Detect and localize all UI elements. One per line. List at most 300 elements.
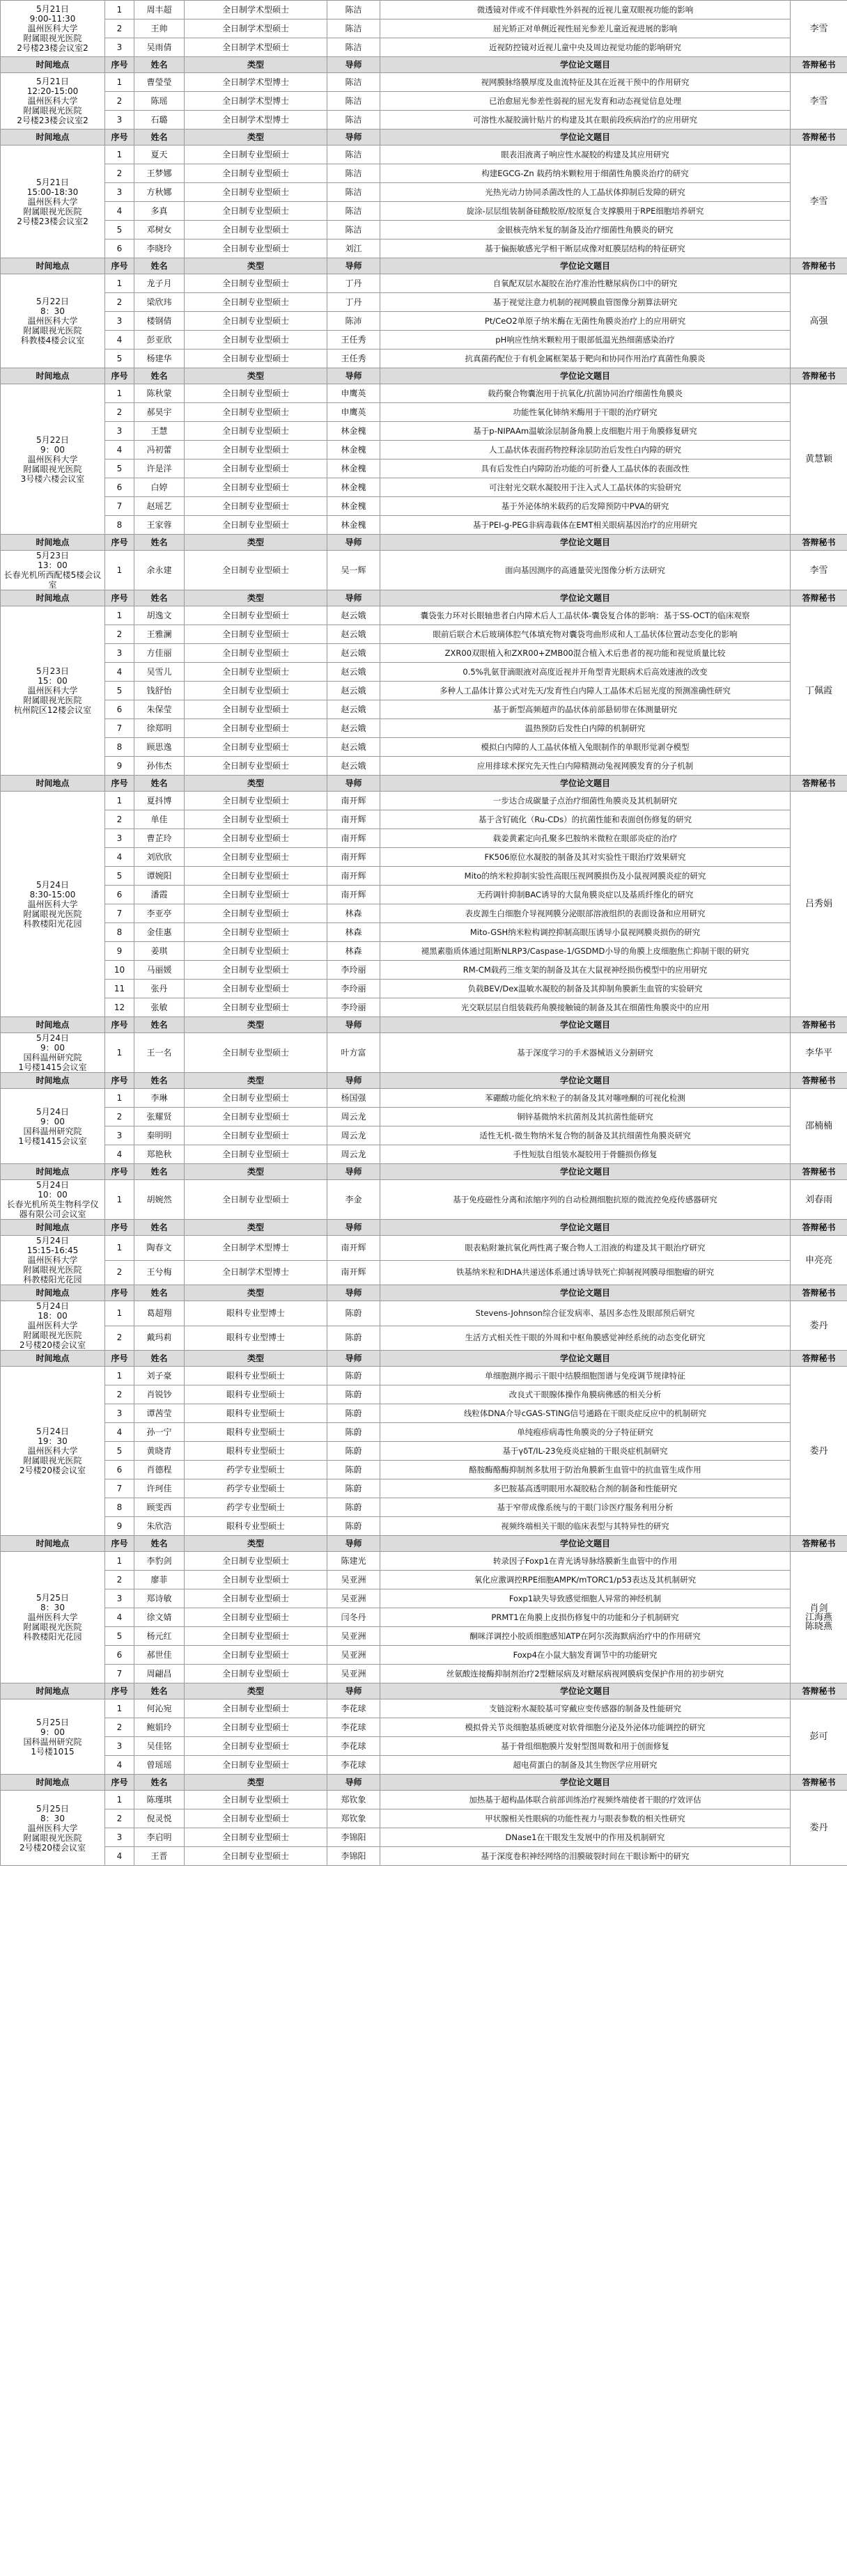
supervisor-name: 李花球	[327, 1756, 380, 1775]
thesis-title: FK506原位水凝胶的制备及其对实验性干眼治疗效果研究	[380, 848, 791, 867]
degree-type: 全日制专业型硕士	[185, 164, 327, 183]
supervisor-name: 赵云娥	[327, 644, 380, 663]
supervisor-name: 丁丹	[327, 293, 380, 312]
header-supervisor: 导师	[327, 129, 380, 146]
table-row	[1, 1517, 847, 1536]
thesis-title: 无药调针抑制BAC诱导的大鼠角膜炎症以及基质纤维化的研究	[380, 886, 791, 904]
supervisor-name: 林森	[327, 923, 380, 942]
supervisor-name: 陈蔚	[327, 1517, 380, 1536]
table-header-row	[1, 368, 847, 384]
student-name: 邓树女	[134, 221, 185, 239]
student-name: 余永建	[134, 551, 185, 590]
header-type: 类型	[185, 57, 327, 73]
header-name: 姓名	[134, 1164, 185, 1180]
table-row	[1, 478, 847, 497]
student-name: 杨建华	[134, 350, 185, 368]
header-supervisor: 导师	[327, 1017, 380, 1033]
header-title: 学位论文题目	[380, 1220, 791, 1236]
row-number: 7	[105, 904, 134, 923]
degree-type: 全日制专业型硕士	[185, 1552, 327, 1571]
row-number: 4	[105, 441, 134, 460]
thesis-title: 基于PEI-g-PEG非病毒载体在EMT相关眼病基因治疗的应用研究	[380, 516, 791, 535]
supervisor-name: 李花球	[327, 1737, 380, 1756]
defense-secretary: 李雪	[791, 1, 847, 57]
thesis-title: 模拟骨关节炎细胞基质硬度对软骨细胞分泌及外泌体功能调控的研究	[380, 1718, 791, 1737]
table-header-row	[1, 776, 847, 792]
row-number: 8	[105, 923, 134, 942]
thesis-title: 苯硼酸功能化纳米粒子的制备及其对噻唑酮的可视化检测	[380, 1089, 791, 1108]
student-name: 胡婉然	[134, 1180, 185, 1220]
header-secretary: 答辩秘书	[791, 590, 847, 606]
thesis-title: 已治愈屈光参差性弱视的屈光发育和动态视觉信息处理	[380, 92, 791, 111]
table-row	[1, 312, 847, 331]
header-secretary: 答辩秘书	[791, 1073, 847, 1089]
thesis-title: 视网膜脉络膜厚度及血流特征及其在近视干预中的作用研究	[380, 73, 791, 92]
supervisor-name: 南开辉	[327, 1236, 380, 1261]
degree-type: 全日制学术型硕士	[185, 1, 327, 19]
supervisor-name: 吴亚洲	[327, 1589, 380, 1608]
header-title: 学位论文题目	[380, 1351, 791, 1367]
header-time-location: 时间地点	[1, 368, 105, 384]
thesis-title: 生活方式相关性干眼的外周和中枢角膜感觉神经系统的动态变化研究	[380, 1326, 791, 1351]
row-number: 2	[105, 625, 134, 644]
supervisor-name: 吴亚洲	[327, 1627, 380, 1646]
degree-type: 全日制专业型硕士	[185, 961, 327, 980]
row-number: 1	[105, 1367, 134, 1385]
row-number: 7	[105, 1665, 134, 1683]
row-number: 1	[105, 1236, 134, 1261]
table-row	[1, 848, 847, 867]
degree-type: 全日制学术型博士	[185, 1236, 327, 1261]
row-number: 1	[105, 1, 134, 19]
thesis-title: 光交联层层自组装载药角膜接触镜的制备及其在细菌性角膜炎中的应用	[380, 998, 791, 1017]
table-row	[1, 810, 847, 829]
supervisor-name: 吴一辉	[327, 551, 380, 590]
student-name: 曾瑶瑶	[134, 1756, 185, 1775]
header-no: 序号	[105, 1164, 134, 1180]
session-time-location: 5月21日 12:20-15:00 温州医科大学 附属眼视光医院 2号楼23楼会议室2	[1, 73, 105, 129]
header-time-location: 时间地点	[1, 1017, 105, 1033]
header-supervisor: 导师	[327, 590, 380, 606]
supervisor-name: 周云龙	[327, 1145, 380, 1164]
supervisor-name: 陈蔚	[327, 1404, 380, 1423]
thesis-title: 载姜黄素定向孔聚多巴胺纳米微粒在眼部炎症的治疗	[380, 829, 791, 848]
supervisor-name: 南开辉	[327, 829, 380, 848]
header-name: 姓名	[134, 1351, 185, 1367]
thesis-title: pH响应性纳米颗粒用于眼部低温光热细菌感染治疗	[380, 331, 791, 350]
header-title: 学位论文题目	[380, 1775, 791, 1791]
thesis-title: 褪黑素脂质体通过阻断NLRP3/Caspase-1/GSDMD小导的角膜上皮细胞焦亡抑制干眼的研究	[380, 942, 791, 961]
row-number: 3	[105, 183, 134, 202]
table-row	[1, 92, 847, 111]
header-secretary: 答辩秘书	[791, 368, 847, 384]
table-row	[1, 1423, 847, 1442]
supervisor-name: 赵云娥	[327, 700, 380, 719]
supervisor-name: 陈沛	[327, 312, 380, 331]
degree-type: 全日制专业型硕士	[185, 1737, 327, 1756]
row-number: 4	[105, 331, 134, 350]
header-time-location: 时间地点	[1, 1073, 105, 1089]
header-name: 姓名	[134, 590, 185, 606]
row-number: 1	[105, 384, 134, 403]
table-row	[1, 146, 847, 164]
degree-type: 全日制专业型硕士	[185, 274, 327, 293]
row-number: 4	[105, 1608, 134, 1627]
student-name: 鲍娟玲	[134, 1718, 185, 1737]
table-header-row	[1, 57, 847, 73]
supervisor-name: 林森	[327, 904, 380, 923]
table-row	[1, 202, 847, 221]
row-number: 3	[105, 829, 134, 848]
header-supervisor: 导师	[327, 368, 380, 384]
header-name: 姓名	[134, 1536, 185, 1552]
table-row	[1, 111, 847, 129]
thesis-title: Mito的纳米粒抑制实验性高眼压视网膜损伤及小鼠视网膜炎症的研究	[380, 867, 791, 886]
degree-type: 全日制专业型硕士	[185, 625, 327, 644]
student-name: 王梦娜	[134, 164, 185, 183]
session-time-location: 5月24日 18：00 温州医科大学 附属眼视光医院 2号楼20楼会议室	[1, 1301, 105, 1351]
supervisor-name: 陈建光	[327, 1552, 380, 1571]
header-title: 学位论文题目	[380, 1164, 791, 1180]
thesis-title: 酪胺酶酪酶抑制剂多肽用于防治角膜新生血管中的抗血管生成作用	[380, 1461, 791, 1479]
thesis-title: 基于含钌硫化（Ru-CDs）的抗菌性能和表面创伤修复的研究	[380, 810, 791, 829]
student-name: 张敏	[134, 998, 185, 1017]
student-name: 金佳惠	[134, 923, 185, 942]
row-number: 10	[105, 961, 134, 980]
student-name: 何沁宛	[134, 1699, 185, 1718]
thesis-title: 线粒体DNA介导cGAS-STING信号通路在干眼炎症反应中的机制研究	[380, 1404, 791, 1423]
degree-type: 眼科专业型博士	[185, 1326, 327, 1351]
table-row	[1, 497, 847, 516]
supervisor-name: 陈洁	[327, 202, 380, 221]
table-row	[1, 164, 847, 183]
header-title: 学位论文题目	[380, 129, 791, 146]
header-no: 序号	[105, 1220, 134, 1236]
row-number: 2	[105, 293, 134, 312]
student-name: 肖德程	[134, 1461, 185, 1479]
row-number: 3	[105, 1404, 134, 1423]
degree-type: 全日制专业型硕士	[185, 1589, 327, 1608]
header-type: 类型	[185, 129, 327, 146]
degree-type: 全日制专业型硕士	[185, 829, 327, 848]
thesis-title: 单细胞测序揭示干眼中结膜细胞图谱与免疫调节规律特征	[380, 1367, 791, 1385]
table-row	[1, 1552, 847, 1571]
degree-type: 全日制专业型硕士	[185, 239, 327, 258]
header-supervisor: 导师	[327, 535, 380, 551]
header-secretary: 答辩秘书	[791, 129, 847, 146]
header-supervisor: 导师	[327, 1285, 380, 1301]
row-number: 1	[105, 1699, 134, 1718]
table-row	[1, 1089, 847, 1108]
student-name: 王一名	[134, 1033, 185, 1073]
student-name: 顾雯西	[134, 1498, 185, 1517]
header-supervisor: 导师	[327, 1775, 380, 1791]
supervisor-name: 杨国强	[327, 1089, 380, 1108]
degree-type: 全日制学术型硕士	[185, 38, 327, 57]
student-name: 许是洋	[134, 460, 185, 478]
defense-secretary: 李雪	[791, 73, 847, 129]
student-name: 方佳丽	[134, 644, 185, 663]
thesis-title: 支链淀粉水凝胶基可穿戴应变传感器的制备及性能研究	[380, 1699, 791, 1718]
row-number: 6	[105, 478, 134, 497]
row-number: 1	[105, 73, 134, 92]
supervisor-name: 林金槐	[327, 516, 380, 535]
header-time-location: 时间地点	[1, 1351, 105, 1367]
degree-type: 眼科专业型硕士	[185, 1404, 327, 1423]
degree-type: 全日制专业型硕士	[185, 384, 327, 403]
supervisor-name: 林金槐	[327, 422, 380, 441]
thesis-title: 手性短肽自组装水凝胶用于骨髓损伤修复	[380, 1145, 791, 1164]
degree-type: 全日制专业型硕士	[185, 1126, 327, 1145]
student-name: 楼钢倩	[134, 312, 185, 331]
row-number: 2	[105, 1108, 134, 1126]
row-number: 2	[105, 164, 134, 183]
degree-type: 全日制专业型硕士	[185, 1791, 327, 1809]
table-header-row	[1, 535, 847, 551]
supervisor-name: 赵云娥	[327, 682, 380, 700]
student-name: 方秋娜	[134, 183, 185, 202]
student-name: 张耀贤	[134, 1108, 185, 1126]
student-name: 夏天	[134, 146, 185, 164]
degree-type: 全日制专业型硕士	[185, 1089, 327, 1108]
header-no: 序号	[105, 1285, 134, 1301]
row-number: 8	[105, 1498, 134, 1517]
header-name: 姓名	[134, 776, 185, 792]
student-name: 彭亚欣	[134, 331, 185, 350]
degree-type: 全日制专业型硕士	[185, 1828, 327, 1847]
table-row	[1, 1828, 847, 1847]
table-row	[1, 998, 847, 1017]
supervisor-name: 赵云娥	[327, 719, 380, 738]
table-row	[1, 1236, 847, 1261]
thesis-title: 基于新型高频超声的晶状体前部悬韧带在体测量研究	[380, 700, 791, 719]
degree-type: 全日制专业型硕士	[185, 700, 327, 719]
student-name: 白婷	[134, 478, 185, 497]
table-row	[1, 886, 847, 904]
student-name: 胡逸文	[134, 606, 185, 625]
table-row	[1, 1461, 847, 1479]
thesis-title: Pt/CeO2单原子纳米酶在无菌性角膜炎治疗上的应用研究	[380, 312, 791, 331]
supervisor-name: 李玲丽	[327, 980, 380, 998]
table-row	[1, 700, 847, 719]
thesis-title: Mito-GSH纳米粒构调控抑制高眼压诱导小鼠视网膜炎损伤的研究	[380, 923, 791, 942]
degree-type: 全日制专业型硕士	[185, 810, 327, 829]
row-number: 6	[105, 886, 134, 904]
degree-type: 全日制专业型硕士	[185, 904, 327, 923]
thesis-title: 基于外泌体纳米载药的后发障预防中PVA的研究	[380, 497, 791, 516]
degree-type: 全日制学术型硕士	[185, 19, 327, 38]
table-header-row	[1, 1285, 847, 1301]
header-type: 类型	[185, 590, 327, 606]
student-name: 马丽媛	[134, 961, 185, 980]
degree-type: 全日制专业型硕士	[185, 146, 327, 164]
header-name: 姓名	[134, 1220, 185, 1236]
session-time-location: 5月25日 9：00 国科温州研究院 1号楼1015	[1, 1699, 105, 1775]
defense-secretary: 娄丹	[791, 1791, 847, 1866]
header-no: 序号	[105, 1017, 134, 1033]
table-row	[1, 1589, 847, 1608]
table-header-row	[1, 1351, 847, 1367]
defense-secretary: 邵楠楠	[791, 1089, 847, 1164]
header-type: 类型	[185, 258, 327, 274]
defense-secretary: 申亮亮	[791, 1236, 847, 1285]
degree-type: 全日制专业型硕士	[185, 886, 327, 904]
row-number: 1	[105, 1089, 134, 1108]
header-type: 类型	[185, 1164, 327, 1180]
student-name: 谭茜莹	[134, 1404, 185, 1423]
supervisor-name: 林金槐	[327, 441, 380, 460]
supervisor-name: 南开辉	[327, 848, 380, 867]
student-name: 陈秋蒙	[134, 384, 185, 403]
row-number: 4	[105, 663, 134, 682]
degree-type: 全日制专业型硕士	[185, 980, 327, 998]
thesis-title: 转录因子Foxp1在青光诱导脉络膜新生血管中的作用	[380, 1552, 791, 1571]
supervisor-name: 林金槐	[327, 497, 380, 516]
table-row	[1, 980, 847, 998]
student-name: 倪灵悦	[134, 1809, 185, 1828]
thesis-title: 抗真菌药配位于有机金属框架基于靶向和协同作用治疗真菌性角膜炎	[380, 350, 791, 368]
supervisor-name: 吴亚洲	[327, 1646, 380, 1665]
supervisor-name: 郑钦象	[327, 1809, 380, 1828]
row-number: 6	[105, 1646, 134, 1665]
header-title: 学位论文题目	[380, 1285, 791, 1301]
row-number: 1	[105, 1552, 134, 1571]
student-name: 朱欣浩	[134, 1517, 185, 1536]
supervisor-name: 南开辉	[327, 886, 380, 904]
degree-type: 全日制学术型博士	[185, 73, 327, 92]
header-type: 类型	[185, 1351, 327, 1367]
student-name: 郑诗敏	[134, 1589, 185, 1608]
header-supervisor: 导师	[327, 1164, 380, 1180]
header-type: 类型	[185, 1073, 327, 1089]
thesis-title: 基于γδT/IL-23免疫炎症轴的干眼炎症机制研究	[380, 1442, 791, 1461]
defense-secretary: 吕秀娟	[791, 792, 847, 1017]
header-secretary: 答辩秘书	[791, 535, 847, 551]
student-name: 陶春文	[134, 1236, 185, 1261]
supervisor-name: 李锦阳	[327, 1828, 380, 1847]
table-row	[1, 331, 847, 350]
thesis-title: 眼表粘附兼抗氧化两性离子聚合物人工泪液的构建及其干眼治疗研究	[380, 1236, 791, 1261]
thesis-title: 眼表泪液离子响应性水凝胶的构建及其应用研究	[380, 146, 791, 164]
row-number: 7	[105, 497, 134, 516]
table-row	[1, 384, 847, 403]
thesis-title: 氧化应激调控RPE细胞AMPK/mTORC1/p53表达及其机制研究	[380, 1571, 791, 1589]
row-number: 3	[105, 644, 134, 663]
table-row	[1, 403, 847, 422]
defense-secretary: 肖剑 江海燕 陈晓燕	[791, 1552, 847, 1683]
thesis-title: 构建EGCG-Zn 载药纳米颗粒用于细菌性角膜炎治疗的研究	[380, 164, 791, 183]
table-row	[1, 1571, 847, 1589]
table-row	[1, 829, 847, 848]
session-time-location: 5月24日 9：00 国科温州研究院 1号楼1415会议室	[1, 1089, 105, 1164]
degree-type: 全日制学术型博士	[185, 92, 327, 111]
defense-secretary: 高强	[791, 274, 847, 368]
thesis-title: PRMT1在角膜上皮损伤修复中的功能和分子机制研究	[380, 1608, 791, 1627]
defense-secretary: 娄丹	[791, 1301, 847, 1351]
table-row	[1, 606, 847, 625]
thesis-title: RM-CM载药三维支架的制备及其在大鼠视神经损伤模型中的应用研究	[380, 961, 791, 980]
supervisor-name: 李玲丽	[327, 961, 380, 980]
supervisor-name: 李锦阳	[327, 1847, 380, 1866]
row-number: 1	[105, 1791, 134, 1809]
header-name: 姓名	[134, 1073, 185, 1089]
row-number: 3	[105, 111, 134, 129]
table-row	[1, 1145, 847, 1164]
student-name: 王帅	[134, 19, 185, 38]
degree-type: 全日制专业型硕士	[185, 1809, 327, 1828]
degree-type: 全日制专业型硕士	[185, 1699, 327, 1718]
header-title: 学位论文题目	[380, 776, 791, 792]
table-row	[1, 1033, 847, 1073]
row-number: 1	[105, 1301, 134, 1326]
supervisor-name: 赵云娥	[327, 606, 380, 625]
header-no: 序号	[105, 535, 134, 551]
degree-type: 全日制专业型硕士	[185, 923, 327, 942]
table-row	[1, 441, 847, 460]
table-row	[1, 1367, 847, 1385]
row-number: 9	[105, 1517, 134, 1536]
supervisor-name: 陈洁	[327, 183, 380, 202]
header-name: 姓名	[134, 57, 185, 73]
row-number: 5	[105, 350, 134, 368]
session-time-location: 5月24日 15:15-16:45 温州医科大学 附属眼视光医院 科教楼阳光花园	[1, 1236, 105, 1285]
degree-type: 全日制学术型博士	[185, 1260, 327, 1285]
header-title: 学位论文题目	[380, 1683, 791, 1699]
thesis-title: 负载BEV/Dex温敏水凝胶的制备及其抑制角膜新生血管的实验研究	[380, 980, 791, 998]
header-no: 序号	[105, 57, 134, 73]
thesis-title: 屈光矫正对单侧近视性屈光参差儿童近视进展的影响	[380, 19, 791, 38]
supervisor-name: 王任秀	[327, 331, 380, 350]
table-row	[1, 1646, 847, 1665]
thesis-title: 基于偏振敏感光学相干断层成像对虹膜层结构的特征研究	[380, 239, 791, 258]
student-name: 陈瑶	[134, 92, 185, 111]
degree-type: 眼科专业型硕士	[185, 1367, 327, 1385]
thesis-title: 甲状腺相关性眼病的功能性视力与眼表参数的相关性研究	[380, 1809, 791, 1828]
degree-type: 药学专业型硕士	[185, 1461, 327, 1479]
thesis-title: 面向基因测序的高通量荧光图像分析方法研究	[380, 551, 791, 590]
thesis-title: 温热预防后发性白内障的机制研究	[380, 719, 791, 738]
student-name: 葛超翔	[134, 1301, 185, 1326]
row-number: 7	[105, 719, 134, 738]
row-number: 2	[105, 1385, 134, 1404]
header-title: 学位论文题目	[380, 1017, 791, 1033]
header-no: 序号	[105, 129, 134, 146]
row-number: 5	[105, 221, 134, 239]
supervisor-name: 陈洁	[327, 19, 380, 38]
student-name: 石璐	[134, 111, 185, 129]
defense-secretary: 丁佩霞	[791, 606, 847, 776]
session-time-location: 5月24日 19：30 温州医科大学 附属眼视光医院 2号楼20楼会议室	[1, 1367, 105, 1536]
degree-type: 全日制专业型硕士	[185, 1108, 327, 1126]
table-row	[1, 1498, 847, 1517]
header-title: 学位论文题目	[380, 57, 791, 73]
header-supervisor: 导师	[327, 1220, 380, 1236]
header-secretary: 答辩秘书	[791, 1536, 847, 1552]
header-time-location: 时间地点	[1, 776, 105, 792]
student-name: 曹芷玲	[134, 829, 185, 848]
student-name: 梁欣玮	[134, 293, 185, 312]
row-number: 1	[105, 1180, 134, 1220]
table-row	[1, 738, 847, 757]
degree-type: 眼科专业型硕士	[185, 1517, 327, 1536]
row-number: 1	[105, 606, 134, 625]
thesis-title: 应用排球术探究先天性白内障精测动兔视网膜发育的分子机制	[380, 757, 791, 776]
thesis-title: 载药聚合物囊泡用于抗氧化/抗菌协同治疗细菌性角膜炎	[380, 384, 791, 403]
table-header-row	[1, 1164, 847, 1180]
row-number: 3	[105, 422, 134, 441]
supervisor-name: 南开辉	[327, 810, 380, 829]
thesis-title: 基于免疫磁性分离和浓缩序列的自动检测细胞抗原的微流控免疫传感器研究	[380, 1180, 791, 1220]
